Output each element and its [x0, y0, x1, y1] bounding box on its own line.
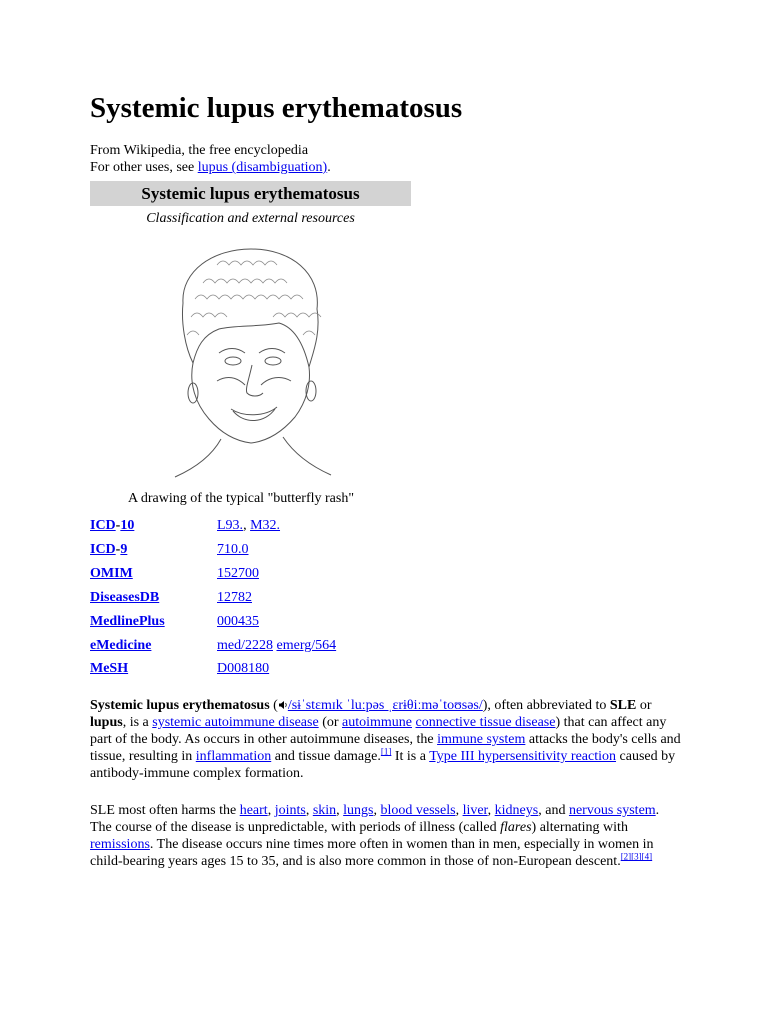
infobox-value-link[interactable]: emerg/564 [276, 638, 337, 653]
infobox-key-link[interactable]: OMIM [90, 566, 133, 581]
link-skin[interactable]: skin [312, 803, 337, 818]
infobox-value-link[interactable]: 000435 [217, 614, 259, 629]
infobox-row [90, 589, 420, 611]
infobox-value-link[interactable]: 152700 [217, 566, 259, 581]
link-joints[interactable]: joints [274, 803, 306, 818]
infobox-value [217, 637, 336, 654]
infobox-row [90, 517, 420, 539]
link-blood-vessels[interactable]: blood vessels [380, 803, 456, 818]
link-immune-system[interactable]: immune system [437, 732, 526, 747]
link-kidneys[interactable]: kidneys [494, 803, 539, 818]
infobox-key-link[interactable]: MedlinePlus [90, 614, 165, 629]
infobox-key [90, 613, 165, 630]
infobox-key-version-link[interactable]: 9 [120, 542, 128, 557]
speaker-icon[interactable] [278, 700, 288, 710]
infobox-value-link[interactable]: 710.0 [217, 542, 249, 557]
butterfly-rash-drawing [163, 243, 339, 487]
link-heart[interactable]: heart [239, 803, 268, 818]
link-lungs[interactable]: lungs [343, 803, 374, 818]
link-type-iii-hypersensitivity[interactable]: Type III hypersensitivity reaction [429, 749, 617, 764]
reference-link-1[interactable]: [1] [380, 746, 392, 757]
infobox-value-link[interactable]: D008180 [217, 661, 270, 676]
infobox-value-separator: , [243, 518, 251, 533]
link-autoimmune[interactable]: autoimmune [342, 715, 413, 730]
infobox-value-link[interactable]: 12782 [217, 590, 252, 605]
hatnote-prefix: For other uses, see [90, 160, 198, 175]
infobox-key-separator: - [115, 542, 121, 557]
infobox-value-link[interactable]: L93. [217, 518, 244, 533]
bold-sle: SLE [609, 698, 637, 713]
infobox-key-version-link[interactable]: 10 [120, 518, 135, 533]
infobox-row [90, 565, 420, 587]
infobox-key [90, 660, 128, 677]
link-remissions[interactable]: remissions [90, 837, 150, 852]
link-connective-tissue-disease[interactable]: connective tissue disease [415, 715, 556, 730]
image-caption: A drawing of the typical "butterfly rash" [128, 491, 355, 506]
infobox-value [217, 589, 252, 606]
link-inflammation[interactable]: inflammation [195, 749, 272, 764]
infobox-key [90, 589, 159, 606]
infobox-subheader: Classification and external resources [146, 211, 355, 226]
infobox-key-link[interactable]: ICD [90, 518, 116, 533]
reference-links-2-3-4[interactable]: [2][3][4] [620, 851, 653, 862]
ipa-pronunciation-link[interactable]: /sɨˈstɛmɪk ˈluːpəs ˌɛrɨθiːməˈtoʊsəs/ [287, 698, 483, 713]
infobox-value [217, 613, 259, 630]
infobox-key [90, 517, 134, 534]
infobox-header: Systemic lupus erythematosus [90, 181, 411, 206]
infobox-value [217, 660, 269, 677]
disambiguation-link[interactable]: lupus (disambiguation) [197, 160, 328, 175]
infobox-row [90, 613, 420, 635]
infobox-value [217, 517, 280, 534]
infobox-row [90, 541, 420, 563]
infobox-row [90, 660, 420, 682]
infobox-key-link[interactable]: eMedicine [90, 638, 152, 653]
paragraph-intro: Systemic lupus erythematosus ( /sɨˈstɛmɪk ˈluːpəs ˌɛrɨθiːməˈtoʊsəs/), often abbreviated to SLE or lupus, is a systemic autoimmune disease (or autoimmune connective tissue disease) that can affect any part of the body. As occurs in other autoimmune diseases, the immune system attacks the body's cells and tissue, resulting in inflammation and tissue damage.[1] It is a Type III hypersensitivity reaction caused by antibody-immune complex formation. [90, 698, 681, 781]
infobox-value-link[interactable]: med/2228 [217, 638, 273, 653]
infobox-value [217, 565, 259, 582]
bold-term: Systemic lupus erythematosus [90, 698, 270, 713]
infobox-value [217, 541, 249, 558]
infobox-key-separator: - [115, 518, 121, 533]
infobox-key [90, 565, 133, 582]
hatnote [90, 159, 331, 176]
infobox-key-link[interactable]: ICD [90, 542, 116, 557]
paragraph-organs: SLE most often harms the heart, joints, skin, lungs, blood vessels, liver, kidneys, and nervous system. The course of the disease is unpredictable, with periods of illness (called flares) alternating with remissions. The disease occurs nine times more often in women than in men, especially in women in child-bearing years ages 15 to 35, and is also more common in those of non-European descent.[2][3][4] [90, 803, 660, 869]
infobox-key [90, 541, 127, 558]
hatnote-suffix: . [327, 160, 331, 175]
italic-flares: flares [500, 820, 532, 835]
link-systemic-autoimmune-disease[interactable]: systemic autoimmune disease [152, 715, 319, 730]
infobox-key-link[interactable]: DiseasesDB [90, 590, 160, 605]
page-title: Systemic lupus erythematosus [90, 92, 463, 124]
infobox-value-link[interactable]: M32. [250, 518, 281, 533]
infobox-row [90, 637, 420, 659]
infobox-key [90, 637, 151, 654]
bold-lupus: lupus [90, 715, 123, 730]
link-nervous-system[interactable]: nervous system [568, 803, 656, 818]
link-liver[interactable]: liver [462, 803, 488, 818]
from-wikipedia-text: From Wikipedia, the free encyclopedia [90, 143, 309, 158]
infobox-key-link[interactable]: MeSH [90, 661, 129, 676]
